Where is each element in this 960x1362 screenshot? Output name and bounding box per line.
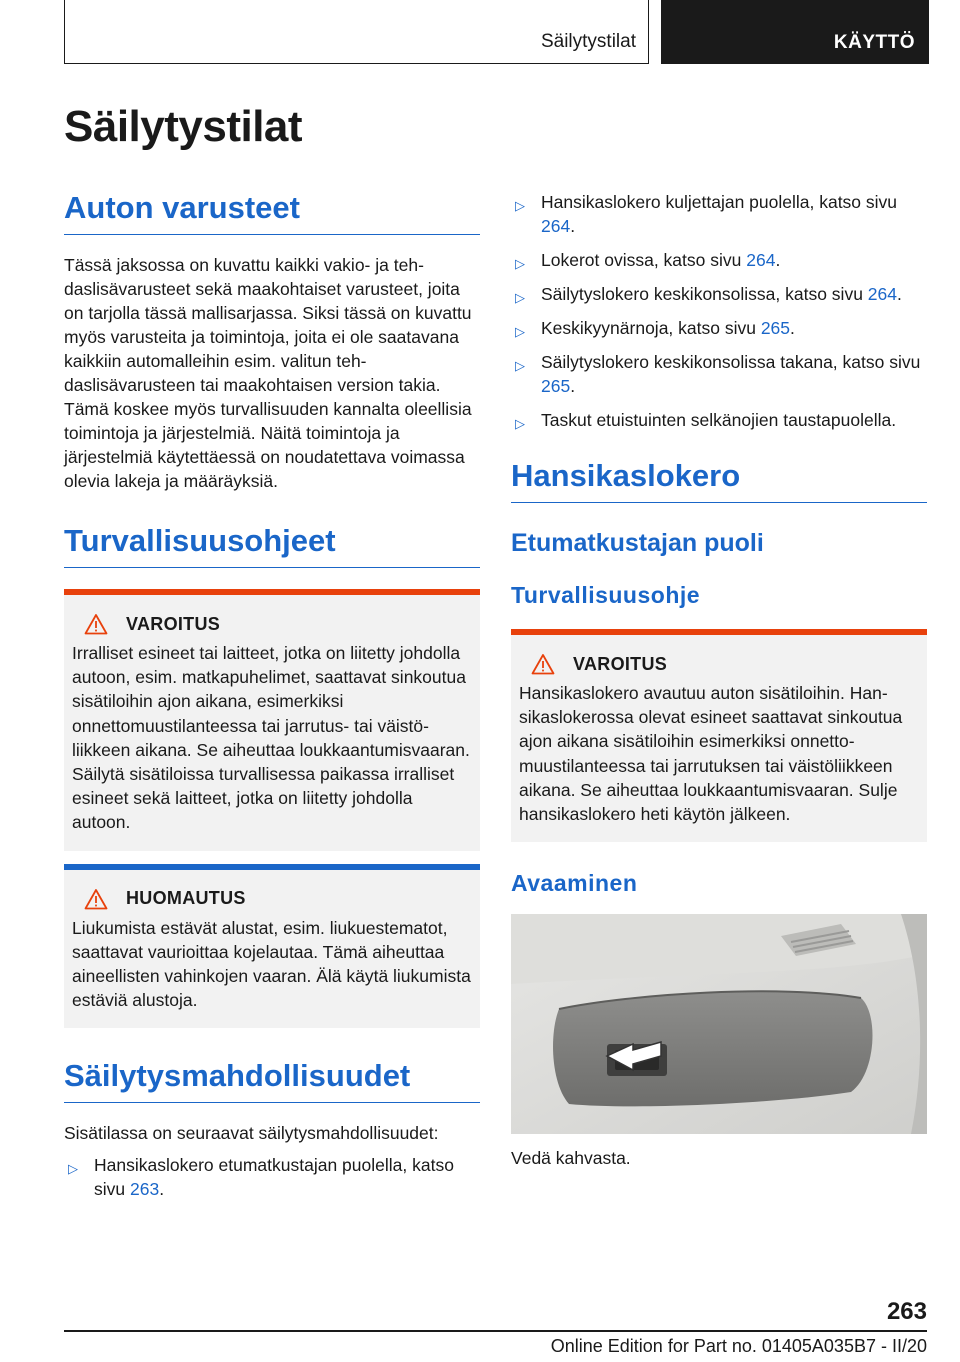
storage-list-left xyxy=(64,1153,480,1201)
heading-turvallisuusohjeet: Turvallisuusohjeet xyxy=(64,523,480,568)
left-column xyxy=(64,190,480,1211)
notice-text: Liukumista estävät alustat, esim. liukuestematot, saattavat vaurioittaa kojelautaa. Tämä aiheuttaa aineellisten vahinkojen vaaran. Älä käytä liukumista estäviä alustoja. xyxy=(72,917,471,1011)
page-title: Säilytystilat xyxy=(64,102,303,151)
intro-paragraph: Tässä jaksossa on kuvattu kaikki vakio- ja tehdaslisävarusteet sekä maakohtaiset varusteet, joita on tarjolla tässä mallisarjassa. Siksi tässä on kuvattu myös varusteita ja toimintoja, joita ei ole saatavana kaikkiin automalleihin esim. valitun tehdaslisävarusteen tai maakohtaisen version takia. Tämä koskee myös turvallisuuden kannalta oleellisia toimintoja ja järjestelmiä. Näitä toimintoja ja järjestelmiä käytettäessä on noudatettava voimassa olevia lakeja ja määräyksiä. xyxy=(64,255,472,491)
glovebox-photo xyxy=(511,914,927,1134)
page-reference-link[interactable]: 263 xyxy=(129,1179,160,1200)
footer-divider xyxy=(64,1330,927,1332)
page-reference-link[interactable]: 264 xyxy=(746,250,776,270)
footer-edition: Online Edition for Part no. 01405A035B7 - II/20 xyxy=(550,1336,927,1356)
list-item: ▷ Säilytyslokero keskikonsolissa, katso sivu 264. xyxy=(511,282,927,306)
triangle-bullet-icon: ▷ xyxy=(515,416,525,431)
heading-auton-varusteet: Auton varusteet xyxy=(64,190,480,235)
page-reference-link[interactable]: 265 xyxy=(760,318,791,338)
triangle-bullet-icon: ▷ xyxy=(515,198,525,213)
triangle-bullet-icon: ▷ xyxy=(68,1161,78,1177)
storage-intro: Sisätilassa on seuraavat säilytysmahdollisuudet: xyxy=(64,1123,439,1144)
triangle-bullet-icon: ▷ xyxy=(515,324,525,339)
subheading-etumatkustajan-puoli: Etumatkustajan puoli xyxy=(511,529,764,557)
header-chapter-title: KÄYTTÖ xyxy=(833,32,915,53)
warning-title: VAROITUS xyxy=(126,613,221,634)
list-item: ▷ Säilytyslokero keskikonsolissa takana, katso sivu 265. xyxy=(515,352,921,396)
page-reference-link[interactable]: 265 xyxy=(541,376,571,396)
list-item: ▷ Hansikaslokero kuljettajan puolella, katso sivu 264. xyxy=(515,192,898,236)
triangle-bullet-icon: ▷ xyxy=(515,358,525,373)
list-item: ▷ Hansikaslokero etumatkustajan puolella, katso sivu 263. xyxy=(68,1155,454,1200)
heading-hansikaslokero: Hansikaslokero xyxy=(511,458,927,503)
list-item: ▷ Taskut etuistuinten selkänojien taustapuolella. xyxy=(511,408,927,432)
notice-warning-icon xyxy=(84,888,108,910)
glovebox-warning-box xyxy=(511,629,927,842)
list-item: ▷ Keskikyynärnoja, katso sivu 265. xyxy=(511,316,927,340)
header-chapter-box xyxy=(661,0,929,64)
warning-icon xyxy=(531,653,555,675)
triangle-bullet-icon: ▷ xyxy=(515,290,525,305)
triangle-bullet-icon: ▷ xyxy=(515,256,525,271)
photo-caption: Vedä kahvasta. xyxy=(511,1148,631,1169)
page-reference-link[interactable]: 264 xyxy=(867,284,897,304)
right-column xyxy=(511,190,927,1170)
page-reference-link[interactable]: 264 xyxy=(541,216,571,236)
header-section-box xyxy=(64,0,649,64)
glovebox-warning-title: VAROITUS xyxy=(573,653,668,674)
heading-avaaminen: Avaaminen xyxy=(511,870,638,897)
heading-turvallisuusohje: Turvallisuusohje xyxy=(511,582,701,608)
warning-box xyxy=(64,589,480,851)
list-item: ▷ Lokerot ovissa, katso sivu 264. xyxy=(511,248,927,272)
storage-list-right xyxy=(511,190,927,432)
notice-box xyxy=(64,864,480,1029)
heading-sailytysmahdollisuudet: Säilytysmahdollisuudet xyxy=(64,1058,480,1103)
glovebox-warning-text: Hansikaslokero avautuu auton sisätiloihin. Hansikaslokerossa olevat esineet saattavat sinkoutua ajon aikana sisätiloihin esimerkiksi onnettomuustilanteessa tai jarrutuksen tai väistöliikkeen aikana. Se aiheuttaa loukkaantumisvaaran. Sulje hansikaslokero heti käytön jälkeen. xyxy=(519,683,903,825)
notice-title: HUOMAUTUS xyxy=(126,888,246,909)
page-number: 263 xyxy=(886,1298,927,1325)
header-section-title: Säilytystilat xyxy=(540,31,636,52)
warning-icon xyxy=(84,613,108,635)
warning-text: Irralliset esineet tai laitteet, jotka on liitetty johdolla autoon, esim. matkapuhelimet, saattavat sinkoutua sisätiloihin ajon aikana, esimerkiksi onnettomuustilanteessa tai jarrutus- tai väistöliikkeen aikana. Se aiheuttaa loukkaantumisvaaran. Säilytä sisätiloissa turvallisessa paikassa irralliset esineet sekä laitteet, jotka on liitetty johdolla autoon. xyxy=(72,643,470,833)
